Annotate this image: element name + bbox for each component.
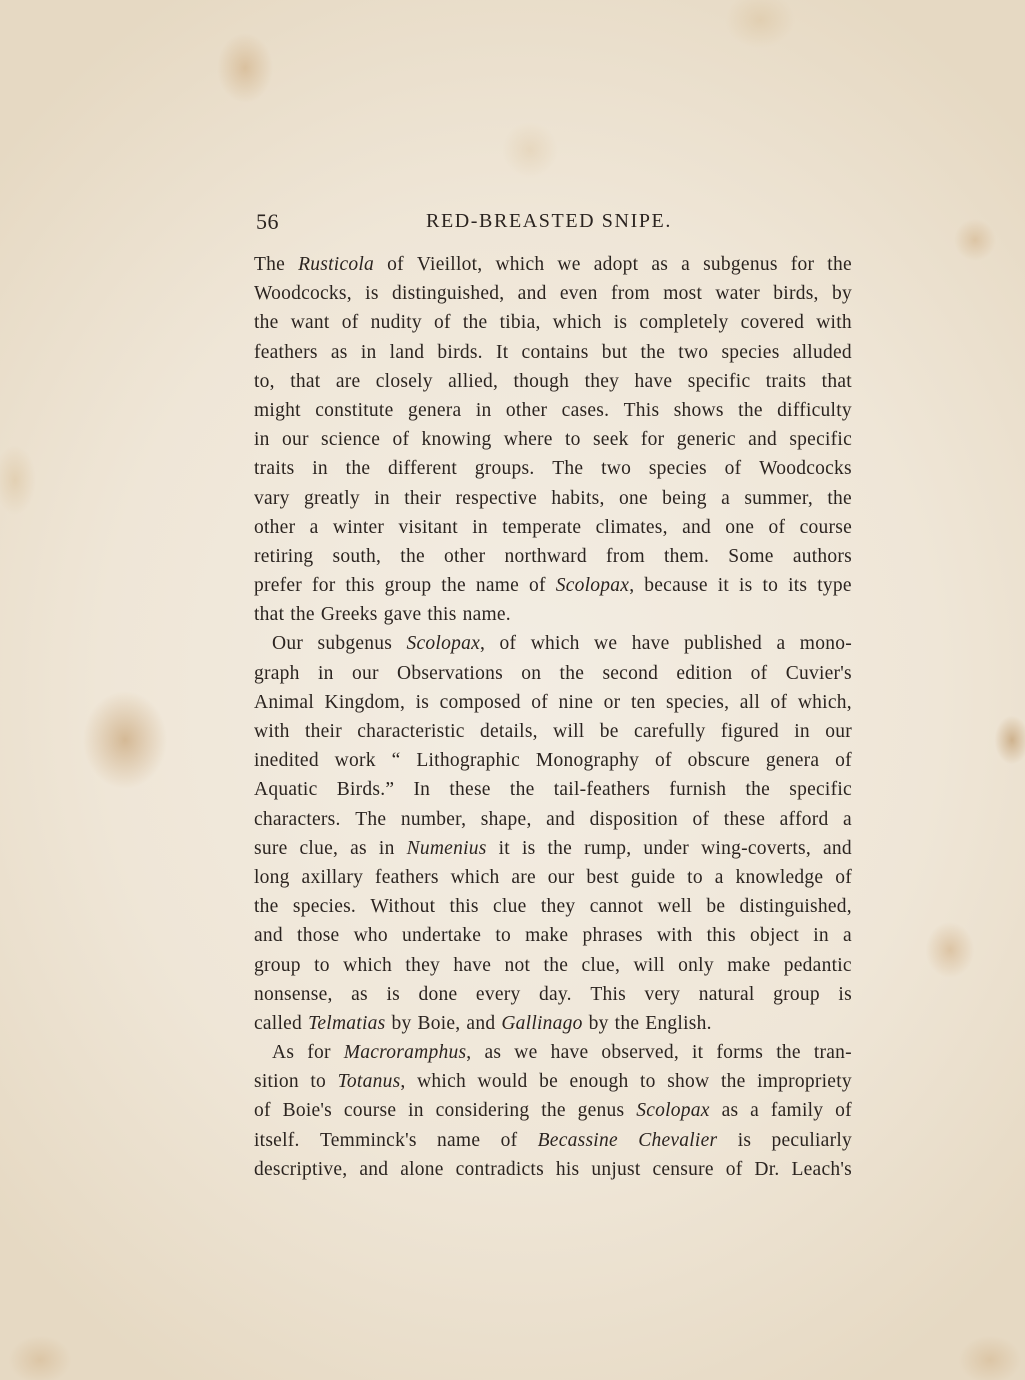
text-line: graph in our Observations on the second edition of Cuvier's <box>254 662 852 684</box>
text-line: nonsense, as is done every day. This very natural group is <box>254 983 852 1005</box>
text-line: Our subgenus Scolopax, of which we have published a mono- <box>272 633 852 655</box>
text-line: descriptive, and alone contradicts his unjust censure of Dr. Leach's <box>254 1158 852 1180</box>
paragraph <box>254 629 852 1038</box>
text-line: with their characteristic details, will be carefully figured in our <box>254 721 852 742</box>
text-line: of Boie's course in considering the genus Scolopax as a family of <box>254 1100 852 1122</box>
paragraph <box>254 1038 852 1184</box>
text-line: Woodcocks, is distinguished, and even from most water birds, by <box>254 283 852 305</box>
text-line: the species. Without this clue they cannot well be distinguished, <box>254 896 852 918</box>
page-number: 56 <box>256 209 279 234</box>
text-line: sure clue, as in Numenius it is the rump, under wing-coverts, and <box>254 837 852 859</box>
text-line: called Telmatias by Boie, and Gallinago by the English. <box>254 1012 712 1034</box>
body-text <box>254 250 852 1184</box>
text-line: inedited work “ Lithographic Monography of obscure genera of <box>254 750 852 772</box>
paragraph <box>254 250 852 629</box>
text-line: long axillary feathers which are our best guide to a knowledge of <box>254 866 852 888</box>
text-line: Aquatic Birds.” In these the tail-feathers furnish the specific <box>254 779 852 801</box>
text-line: As for Macroramphus, as we have observed, it forms the tran- <box>272 1042 852 1064</box>
text-line: to, that are closely allied, though they have specific traits that <box>254 370 852 392</box>
text-line: prefer for this group the name of Scolopax, because it is to its type <box>254 575 852 597</box>
text-line: group to which they have not the clue, will only make pedantic <box>254 954 852 976</box>
text-line: characters. The number, shape, and disposition of these afford a <box>254 808 852 830</box>
text-line: in our science of knowing where to seek for generic and specific <box>254 429 852 451</box>
text-line: retiring south, the other northward from them. Some authors <box>254 545 852 567</box>
text-line: other a winter visitant in temperate climates, and one of course <box>254 516 852 538</box>
text-line: The Rusticola of Vieillot, which we adopt as a subgenus for the <box>254 254 852 275</box>
text-line: Animal Kingdom, is composed of nine or ten species, all of which, <box>254 691 852 713</box>
running-head: RED-BREASTED SNIPE. <box>426 210 672 232</box>
text-line: feathers as in land birds. It contains but the two species alluded <box>254 341 852 363</box>
text-line: and those who undertake to make phrases with this object in a <box>254 925 852 947</box>
text-line: might constitute genera in other cases. This shows the difficulty <box>254 399 852 421</box>
text-line: the want of nudity of the tibia, which is completely covered with <box>254 312 852 334</box>
text-line: that the Greeks gave this name. <box>254 604 511 626</box>
text-line: itself. Temminck's name of Becassine Chevalier is peculiarly <box>254 1129 852 1151</box>
text-line: sition to Totanus, which would be enough to show the impropriety <box>254 1071 852 1093</box>
text-line: traits in the different groups. The two species of Woodcocks <box>254 458 852 480</box>
page-header <box>256 205 856 239</box>
text-line: vary greatly in their respective habits, one being a summer, the <box>254 487 852 509</box>
